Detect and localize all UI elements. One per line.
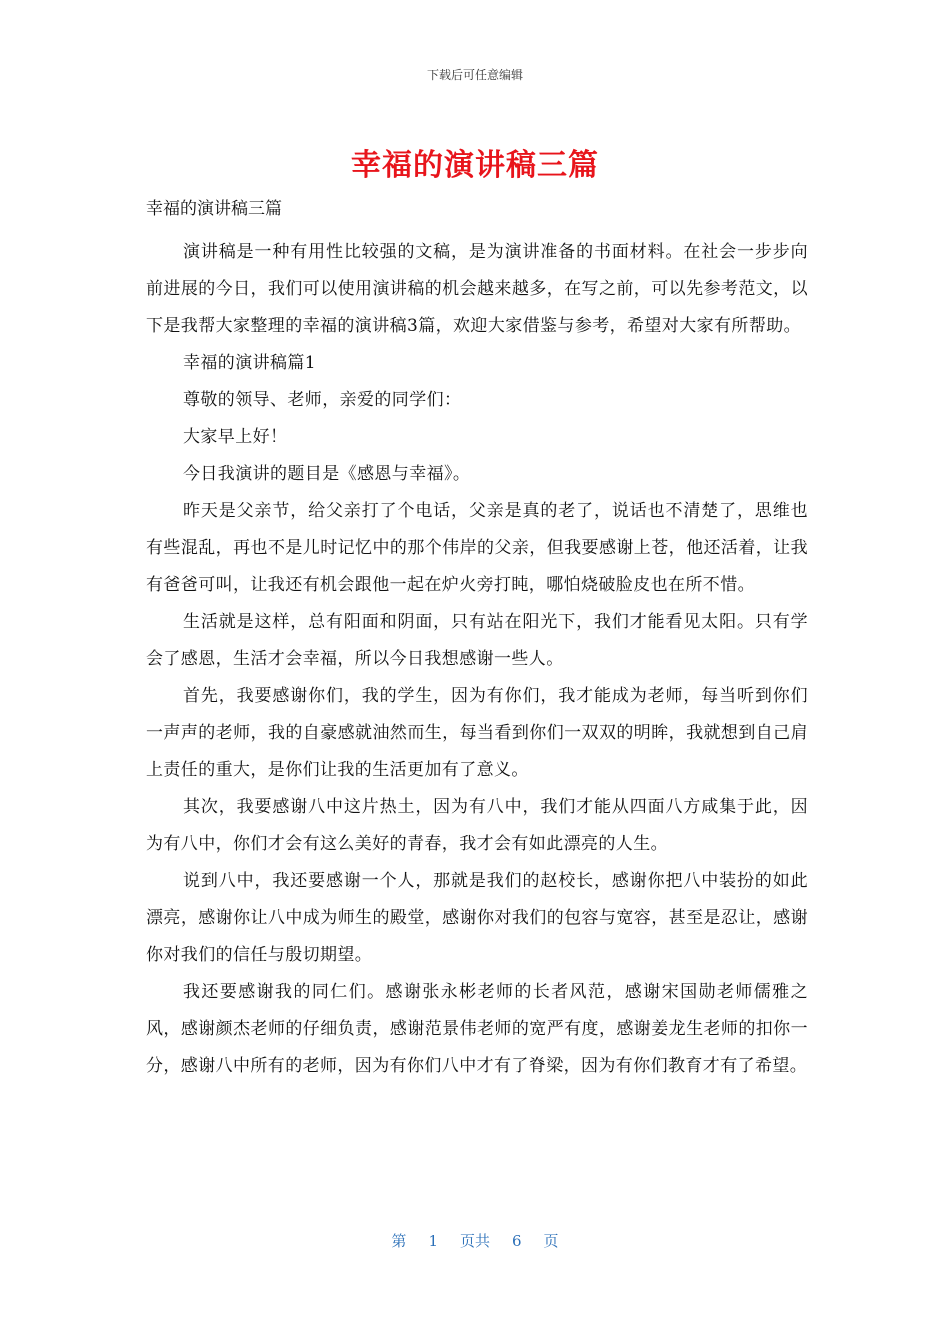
page-footer xyxy=(0,1230,950,1251)
paragraph-greeting: 大家早上好！ xyxy=(183,427,288,447)
document-title: 幸福的演讲稿三篇 xyxy=(351,148,599,183)
paragraph-principal: 说到八中，我还要感谢一个人，那就是我们的赵校长，感谢你把八中装扮的如此漂亮，感谢你让八中成为师生的殿堂，感谢你对我们的包容与宽容，甚至是忍让，感谢你对我们的信任与殷切期望。 xyxy=(146,871,808,965)
footer-total-pages: 6 xyxy=(512,1232,522,1250)
paragraph-salutation: 尊敬的领导、老师，亲爱的同学们： xyxy=(183,390,462,410)
paragraph-colleagues: 我还要感谢我的同仁们。感谢张永彬老师的长者风范，感谢宋国勋老师儒雅之风，感谢颜杰老师的仔细负责，感谢范景伟老师的宽严有度，感谢姜龙生老师的扣你一分，感谢八中所有的老师，因为有你们八中才有了脊梁，因为有你们教育才有了希望。 xyxy=(146,982,808,1076)
page-header-note: 下载后可任意编辑 xyxy=(426,68,523,82)
paragraph-life: 生活就是这样，总有阳面和阴面，只有站在阳光下，我们才能看见太阳。只有学会了感恩，生活才会幸福，所以今日我想感谢一些人。 xyxy=(146,612,808,669)
paragraph-topic: 今日我演讲的题目是《感恩与幸福》。 xyxy=(183,464,471,484)
document-body xyxy=(146,196,808,1085)
footer-suffix: 页 xyxy=(543,1232,559,1250)
paragraph-school: 其次，我要感谢八中这片热土，因为有八中，我们才能从四面八方咸集于此，因为有八中，你们才会有这么美好的青春，我才会有如此漂亮的人生。 xyxy=(146,797,808,854)
footer-current-page: 1 xyxy=(428,1232,438,1250)
paragraph-intro: 演讲稿是一种有用性比较强的文稿，是为演讲准备的书面材料。在社会一步步向前进展的今日，我们可以使用演讲稿的机会越来越多，在写之前，可以先参考范文，以下是我帮大家整理的幸福的演讲稿3篇，欢迎大家借鉴与参考，希望对大家有所帮助。 xyxy=(146,242,808,336)
footer-middle: 页共 xyxy=(459,1232,490,1250)
document-subtitle: 幸福的演讲稿三篇 xyxy=(146,199,282,219)
paragraph-father: 昨天是父亲节，给父亲打了个电话，父亲是真的老了，说话也不清楚了，思维也有些混乱，再也不是儿时记忆中的那个伟岸的父亲，但我要感谢上苍，他还活着，让我有爸爸可叫，让我还有机会跟他一起在炉火旁打盹，哪怕烧破脸皮也在所不惜。 xyxy=(146,501,808,595)
footer-prefix: 第 xyxy=(391,1232,407,1250)
paragraph-students: 首先，我要感谢你们，我的学生，因为有你们，我才能成为老师，每当听到你们一声声的老师，我的自豪感就油然而生，每当看到你们一双双的明眸，我就想到自己肩上责任的重大，是你们让我的生活更加有了意义。 xyxy=(146,686,808,780)
paragraph-section-heading: 幸福的演讲稿篇1 xyxy=(183,353,317,373)
